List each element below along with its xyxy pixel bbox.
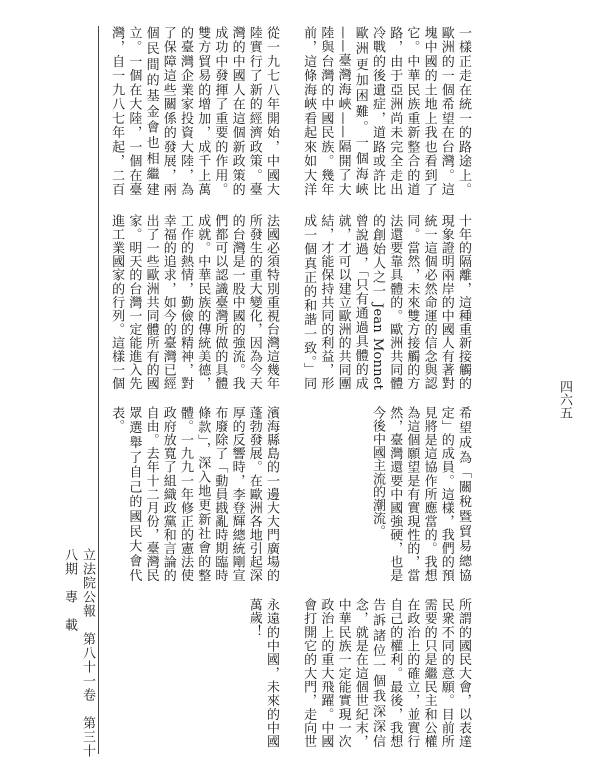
page-number: 四六五: [557, 380, 572, 419]
text-block-bottom-right: [300, 598, 472, 748]
closing-line: 永遠的中國，未來的中國萬歲！: [246, 598, 279, 748]
paragraph: 從一九七八年開始，中國大陸實行了新的經濟政策。臺灣的中國人在這個新政策的成功中發揮了重要的作用。雙方貿易的增加，成千上萬的臺灣企業家投資大陸，為了保障這些關係的發展，兩個民間的基金會也相繼建立。一個在大陸，一個在臺灣，自一九八七年起，二百: [109, 26, 279, 196]
journal-title: 立法院公報 第八十一卷 第三十八期 專 載: [62, 548, 95, 758]
text-block-upper-right: [300, 26, 472, 196]
text-block-middle-middle: [108, 214, 280, 390]
paragraph: 法國必須特別重視台灣這幾年所發生的重大變化，因為今天的台灣是一股中國的強流。我們都可以認識臺灣所做的具體成就。中華民族的傳統美德，工作的熱情，勤儉的精神，對幸福的追求，如今的臺灣已經出了一些歐洲共同體所有的國家。明天的台灣一定能進入先進工業國家的行列。這樣一個: [109, 214, 279, 390]
paragraph: 濱海縣島的一邊大大門廣場的蓬勃發展。在歐洲各地引起深厚的反響時，李登輝總統剛宣布廢除了「動員戡亂時期臨時條款」，深入地更新社會的整體。一九九一年修正的憲法使政府放寬了組織政黨和言論的自由。去年十二月份，臺灣民眾選舉了自己的國民大會代表。: [109, 406, 279, 582]
paragraph: 希望成為「關稅暨貿易總協定」的成員。這樣，我們的預見將是這協作所應當的。我想為這個願望是有實現性的，當然，臺灣還要中國強硬，也是今後中國主流的潮流。: [369, 406, 471, 582]
paragraph: 一樣正走在統一的路途上。歐洲的一個希望在台灣。這塊中國的土地上我也看到了它。中華民族重新整合的道路，由于亞洲尚未完全走出冷戰的後遺症，道路或許比歐洲更加困難。一個海峽——臺灣海峽——隔開了大陸與台灣的中國民族。幾年前，這條海峽看起來如大洋: [301, 26, 471, 196]
text-block-lower-middle: [108, 406, 280, 582]
paragraph: 所謂的國民大會，以表達民衆不同的意願。目前所需要的只是繼民主和公權在政治上的確立，並實行自己的權利。最後，我想告訴諸位一個我深深信念，就是在這個世紀末，中華民族一定能實現一次政治上的重大飛躍。中國會打開它的大門，走向世: [301, 598, 471, 748]
text-block-upper-middle: [108, 26, 280, 196]
text-block-bottom-middle: [108, 598, 280, 748]
paragraph: 十年的隔離，這種重新接觸的現象證明兩岸的中國人有著對統一這個必然命運的信念與認同。當然，未來雙方接觸的方法還要靠具體的。歐洲共同體的創始人之一 Jean Monnet 曾說過，「只有通過具體的成就，才可以建立歐洲的共同團結，才能保持共同的利益，形成一個真正的和諧一致。」同: [301, 214, 471, 390]
text-block-middle-right: [300, 214, 472, 390]
text-block-lower-right: [300, 406, 472, 582]
header-divider: [98, 26, 99, 754]
